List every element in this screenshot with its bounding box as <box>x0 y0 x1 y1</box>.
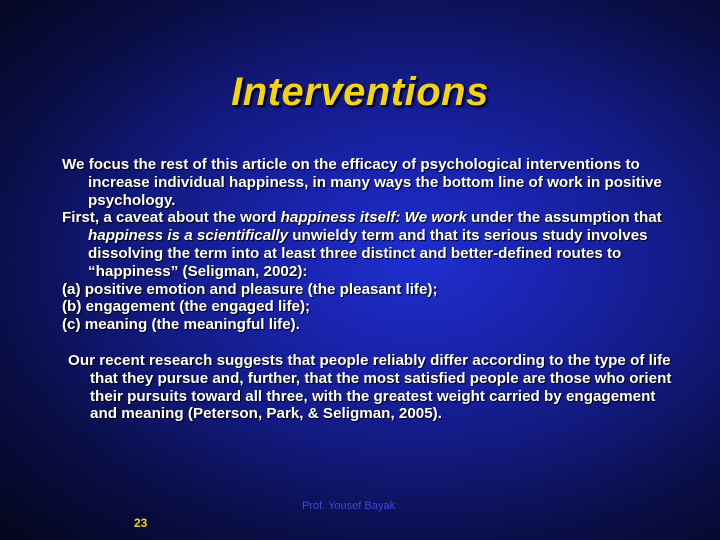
caveat-text-3: unwieldy term and that its serious study involves dissolving the term into at least three distinct and better-defined routes to “happiness” (Seligman, 2002): <box>88 227 648 280</box>
page-number: 23 <box>134 516 148 530</box>
caveat-emphasis-1: happiness itself: We work <box>280 209 467 227</box>
slide-title: Interventions <box>231 70 489 114</box>
body-paragraph-intro: We focus the rest of this article on the efficacy of psychological interventions to increase individual happiness, in many ways the bottom line of work in positive psychology. <box>62 156 662 209</box>
caveat-emphasis-2: happiness is a scientifically <box>88 227 289 245</box>
paragraph-spacer <box>62 334 682 352</box>
body-paragraph-research: Our recent research suggests that people reliably differ according to the type of life that they pursue and, further, that the most satisfied people are those who orient their pursuits toward all three, with the greatest weight carried by engagement and meaning (Peterson, Park, & Seligman, 2005). <box>68 351 672 423</box>
list-item-b: (b) engagement (the engaged life); <box>62 298 311 316</box>
caveat-text-2: under the assumption that <box>466 209 662 227</box>
list-item-a: (a) positive emotion and pleasure (the pleasant life); <box>62 280 438 298</box>
list-item-c: (c) meaning (the meaningful life). <box>62 316 300 334</box>
body-paragraph-caveat <box>62 209 682 280</box>
caveat-text-1: First, a caveat about the word <box>62 209 281 227</box>
footer-author: Prof. Yousef Bayak <box>302 500 395 512</box>
slide-body <box>62 156 682 423</box>
